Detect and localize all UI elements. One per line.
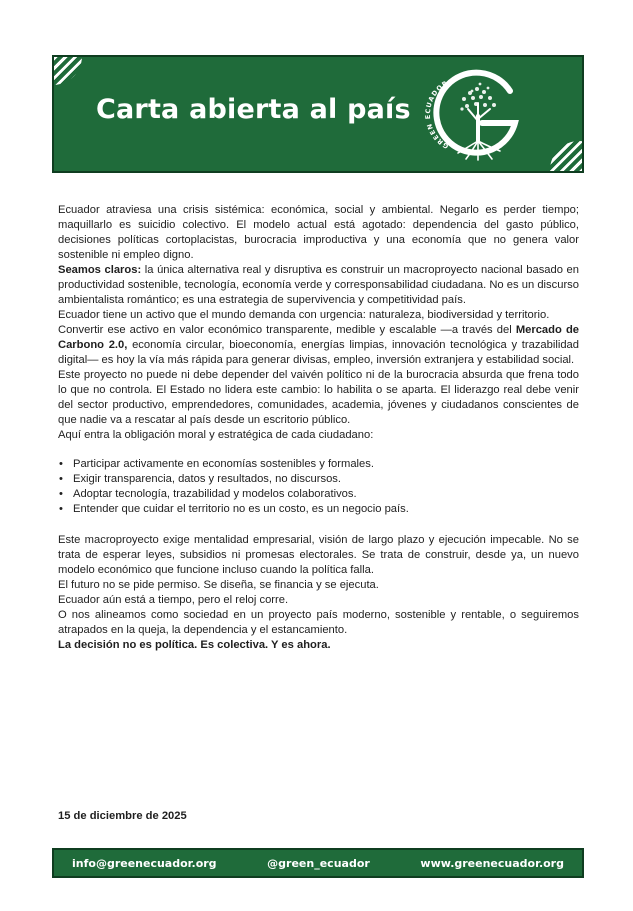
list-item: • Participar activamente en economías sostenibles y formales. [58,457,579,472]
logo-text: GREEN ECUADOR [423,78,451,151]
paragraph: Seamos claros: la única alternativa real y disruptiva es construir un macroproyecto nacional basado en productividad sostenible, tecnología, economía verde y corresponsabilidad ciudadana. No es un discurso ambientalista romántico; es una estrategia de supervivencia y competitividad país. [58,264,579,306]
footer-email[interactable]: info@greenecuador.org [72,856,217,870]
paragraph: Este proyecto no puede ni debe depender del vaivén político ni de la burocracia absurda que frena todo lo que no controla. El Estado no lidera este cambio: lo habilita o se aparta. El liderazgo real debe venir del sector productivo, emprendedores, comunidades, academia, jóvenes y ciudadanos conscientes de que nadie va a rescatar al país desde un escritorio público. [58,369,579,426]
letter-body [58,203,579,653]
footer-website[interactable]: www.greenecuador.org [420,856,564,870]
paragraph: Ecuador aún está a tiempo, pero el reloj corre. [58,594,289,606]
footer-social[interactable]: @green_ecuador [267,856,370,870]
list-item: • Exigir transparencia, datos y resultados, no discursos. [58,472,579,487]
paragraph: Convertir ese activo en valor económico transparente, medible y escalable —a través del Mercado de Carbono 2.0, economía circular, bioeconomía, energías limpias, innovación tecnológica y trazabilidad digital— es hoy la vía más rápida para generar divisas, empleo, inversión extranjera y estabilidad social. [58,324,579,366]
page-title: Carta abierta al país [96,94,411,125]
decorative-stripes [52,55,82,85]
footer-bar [52,848,584,878]
paragraph: Aquí entra la obligación moral y estratégica de cada ciudadano: [58,429,374,441]
header-banner [52,55,584,173]
list-item: • Adoptar tecnología, trazabilidad y modelos colaborativos. [58,487,579,502]
bullet-list [58,457,579,517]
closing-statement: La decisión no es política. Es colectiva. Y es ahora. [58,639,331,651]
paragraph: Este macroproyecto exige mentalidad empresarial, visión de largo plazo y ejecución impecable. No se trata de esperar leyes, subsidios ni promesas electorales. Se trata de construir, desde ya, un nuevo modelo económico que funcione incluso cuando la política falla. [58,534,579,576]
green-ecuador-logo [420,61,530,171]
decorative-stripes [550,141,584,173]
letter-date: 15 de diciembre de 2025 [58,810,187,822]
paragraph: Ecuador atraviesa una crisis sistémica: económica, social y ambiental. Negarlo es perder tiempo; maquillarlo es suicidio colectivo. El modelo actual está agotado: dependencia del gasto público, decisiones políticas cortoplacistas, burocracia improductiva y una economía que no genera valor sostenible ni empleo digno. [58,204,579,261]
list-item: • Entender que cuidar el territorio no es un costo, es un negocio país. [58,502,579,517]
paragraph: Ecuador tiene un activo que el mundo demanda con urgencia: naturaleza, biodiversidad y territorio. [58,309,550,321]
paragraph: El futuro no se pide permiso. Se diseña, se financia y se ejecuta. [58,579,379,591]
paragraph: O nos alineamos como sociedad en un proyecto país moderno, sostenible y rentable, o seguiremos atrapados en la queja, la dependencia y el estancamiento. [58,609,579,636]
